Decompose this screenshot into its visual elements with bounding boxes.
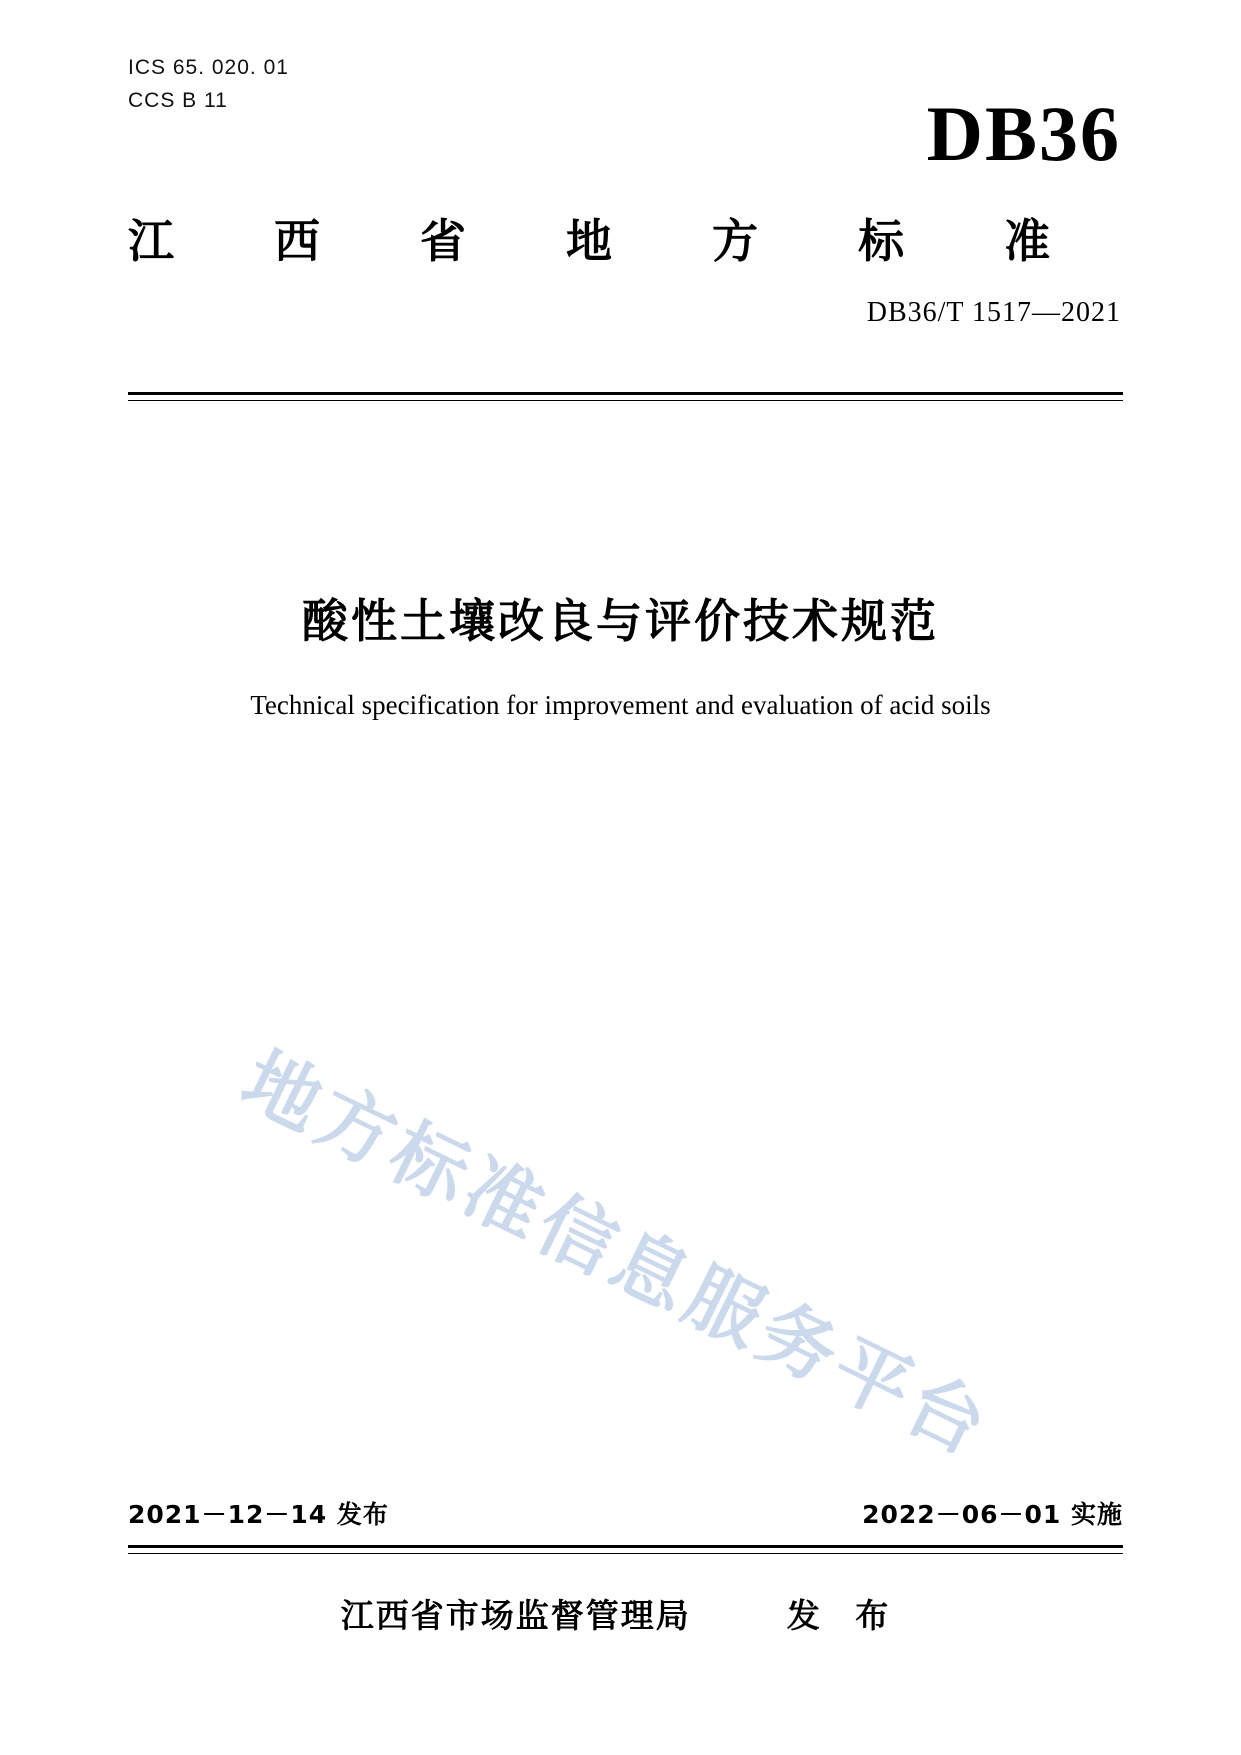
title-chinese: 酸性土壤改良与评价技术规范 [302,594,939,648]
classification-codes [128,52,289,117]
issue-date: 2021－12－14 发布 [128,1500,389,1529]
header-rule-thin [128,400,1123,401]
db36-logo: DB36 [926,90,1121,177]
ccs-code: CCS B 11 [128,88,228,112]
ics-code: ICS 65. 020. 01 [128,56,289,79]
series-title: 江 西 省 地 方 标 准 [128,214,1093,268]
watermark-text: 地方标准信息服务平台 [228,1034,1005,1474]
watermark [228,900,1005,1474]
standard-number: DB36/T 1517—2021 [866,297,1121,328]
footer-rule-thick [128,1545,1123,1548]
publisher-action: 发 布 [786,1596,901,1635]
footer-rule-thin [128,1553,1123,1554]
publisher-organization: 江西省市场监督管理局 [340,1596,691,1635]
publisher-row [0,1590,1241,1637]
header-rule-thick [128,392,1123,395]
title-english: Technical specification for improvement and evaluation of acid soils [250,690,991,720]
dates-row [128,1495,1123,1531]
implementation-date: 2022－06－01 实施 [862,1500,1123,1529]
